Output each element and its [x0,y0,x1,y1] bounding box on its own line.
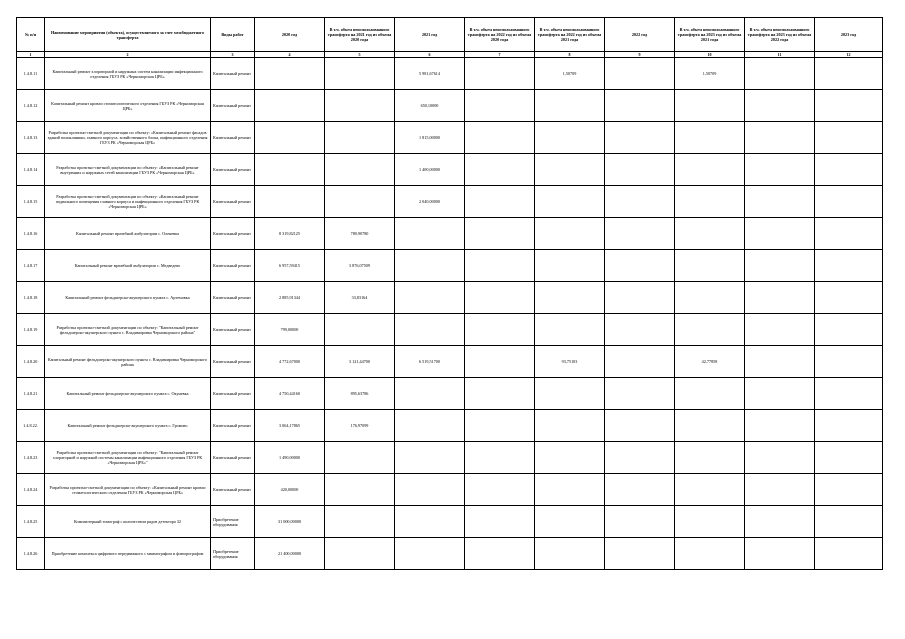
value-2023 [815,58,883,90]
work-type: Приобретение оборудования [211,538,255,570]
row-number: 1.4.8.14 [17,154,45,186]
value-2022 [605,538,675,570]
value-2022 [605,346,675,378]
value-2021: 1 815,00000 [395,122,465,154]
unused-2022-from-2020 [465,186,535,218]
value-2020 [255,122,325,154]
value-2021 [395,378,465,410]
table-row [17,314,883,346]
unused-2022-from-2020 [465,442,535,474]
unused-2022-from-2020 [465,282,535,314]
row-number: 1.4.8.17 [17,250,45,282]
work-type: Капитальный ремонт [211,186,255,218]
value-2022 [605,90,675,122]
unused-2022-from-2021 [535,538,605,570]
work-type: Капитальный ремонт [211,58,255,90]
value-2022 [605,442,675,474]
row-number: 1.4.8.12 [17,90,45,122]
unused-2023-from-2021 [675,90,745,122]
unused-2022-from-2021 [535,186,605,218]
work-type: Капитальный ремонт [211,90,255,122]
value-2022 [605,250,675,282]
work-type: Капитальный ремонт [211,250,255,282]
value-2022 [605,410,675,442]
header-cell: В т.ч. объем неиспользованного трансферта на 2023 год из объема 2021 года [675,18,745,52]
value-2023 [815,346,883,378]
table-row [17,282,883,314]
value-2020: 2 885,91344 [255,282,325,314]
value-2021: 1 400,00000 [395,154,465,186]
unused-2021-from-2020 [325,90,395,122]
measure-name: Разработка проектно-сметной документации по объекту: «Капитальный ремонт подвального помещения главного корпуса и инфекционного отделения ГБУЗ РК «Черноморская ЦРБ» [45,186,211,218]
unused-2023-from-2022 [745,282,815,314]
value-2021 [395,442,465,474]
row-number: 1.4.8.26 [17,538,45,570]
value-2021 [395,474,465,506]
value-2022 [605,506,675,538]
value-2020: 799,00000 [255,314,325,346]
unused-2023-from-2022 [745,218,815,250]
unused-2022-from-2020 [465,410,535,442]
value-2023 [815,314,883,346]
unused-2021-from-2020 [325,538,395,570]
value-2021: 2 040,00000 [395,186,465,218]
unused-2023-from-2022 [745,410,815,442]
value-2022 [605,154,675,186]
measure-name: Капитальный ремонт фельдшерско-акушерского пункта с. Владимировка Черноморского района [45,346,211,378]
header-cell: 2022 год [605,18,675,52]
value-2021 [395,506,465,538]
unused-2022-from-2021: 1,50709 [535,58,605,90]
value-2021 [395,538,465,570]
unused-2022-from-2020 [465,538,535,570]
value-2023 [815,282,883,314]
value-2020: 6 957,59415 [255,250,325,282]
unused-2023-from-2021 [675,122,745,154]
table-row [17,250,883,282]
table-row [17,186,883,218]
measure-name: Капитальный ремонт кровли стоматологического отделения ГБУЗ РК «Черноморская ЦРБ» [45,90,211,122]
unused-2022-from-2020 [465,506,535,538]
value-2020: 21 400,00000 [255,538,325,570]
unused-2022-from-2020 [465,250,535,282]
row-number: 1.4.8.13 [17,122,45,154]
unused-2022-from-2020 [465,474,535,506]
measure-name: Капитальный ремонт фельдшерско-акушерского пункта с. Громово [45,410,211,442]
unused-2022-from-2021 [535,154,605,186]
measure-name: Разработка проектно-сметной документации по объекту: «Капитальный ремонт кровли стоматологического отделения ГБУЗ РК «Черноморская ЦРБ» [45,474,211,506]
header-cell: 2023 год [815,18,883,52]
unused-2021-from-2020: 176,97099 [325,410,395,442]
value-2020: 4 750,44160 [255,378,325,410]
table-row [17,410,883,442]
unused-2022-from-2021: 93,75103 [535,346,605,378]
row-number: 1.4.8.18 [17,282,45,314]
row-number: 1.4.8.24 [17,474,45,506]
header-cell: 2020 год [255,18,325,52]
unused-2022-from-2021 [535,442,605,474]
row-number: 1.4.8.19 [17,314,45,346]
value-2021: 6 519,51700 [395,346,465,378]
unused-2023-from-2022 [745,186,815,218]
unused-2022-from-2020 [465,154,535,186]
unused-2022-from-2021 [535,122,605,154]
value-2023 [815,186,883,218]
unused-2021-from-2020: 3 876,07509 [325,250,395,282]
unused-2021-from-2020 [325,442,395,474]
unused-2023-from-2021 [675,378,745,410]
unused-2023-from-2021 [675,154,745,186]
unused-2021-from-2020 [325,122,395,154]
unused-2023-from-2022 [745,442,815,474]
value-2023 [815,378,883,410]
unused-2023-from-2022 [745,346,815,378]
column-number: 12 [815,52,883,58]
work-type: Капитальный ремонт [211,442,255,474]
unused-2023-from-2021 [675,442,745,474]
row-number: 1.4.8.25 [17,506,45,538]
unused-2023-from-2022 [745,378,815,410]
table-row [17,346,883,378]
unused-2023-from-2021 [675,538,745,570]
table-row [17,474,883,506]
value-2022 [605,218,675,250]
unused-2021-from-2020 [325,506,395,538]
column-number: 4 [255,52,325,58]
unused-2021-from-2020 [325,474,395,506]
table-row [17,154,883,186]
transfer-table [16,17,883,570]
value-2022 [605,122,675,154]
work-type: Капитальный ремонт [211,410,255,442]
value-2022 [605,378,675,410]
value-2022 [605,186,675,218]
value-2022 [605,474,675,506]
measure-name: Разработка проектно-сметной документации по объекту: «Капитальный ремонт фасадов зданий поликлиники, главного корпуса, хозяйственного блока, инфекционного отделения ГБУЗ РК «Черноморская ЦРБ» [45,122,211,154]
unused-2023-from-2021 [675,282,745,314]
column-number: 11 [745,52,815,58]
unused-2022-from-2021 [535,506,605,538]
work-type: Капитальный ремонт [211,378,255,410]
table-row [17,58,883,90]
table-row [17,538,883,570]
header-cell: № п/п [17,18,45,52]
unused-2021-from-2020 [325,186,395,218]
value-2020: 3 064,17865 [255,410,325,442]
work-type: Капитальный ремонт [211,346,255,378]
measure-name: Компьютерный томограф с количеством рядов детектора 32 [45,506,211,538]
column-number: 5 [325,52,395,58]
row-number: 1.4.8.23 [17,442,45,474]
unused-2023-from-2022 [745,250,815,282]
header-cell: В т.ч. объем неиспользованного трансферта на 2022 год из объема 2021 года [535,18,605,52]
value-2023 [815,122,883,154]
value-2021 [395,282,465,314]
value-2023 [815,410,883,442]
unused-2023-from-2021 [675,218,745,250]
value-2020: 1 490,00000 [255,442,325,474]
header-row [17,18,883,52]
unused-2023-from-2021: 42,77858 [675,346,745,378]
row-number: 1.4.8.20 [17,346,45,378]
unused-2021-from-2020: 780,90780 [325,218,395,250]
measure-name: Разработка проектно-сметной документации по объекту: "Капитальный ремонт фельдшерско-акушерского пункта с. Владимировка Черноморского района" [45,314,211,346]
measure-name: Разработка проектно-сметной документации по объекту: «Капитальный ремонт внутренних и наружных сетей канализации ГБУЗ РК «Черноморская ЦРБ» [45,154,211,186]
value-2023 [815,218,883,250]
value-2020 [255,90,325,122]
work-type: Капитальный ремонт [211,154,255,186]
unused-2021-from-2020: 895,63786 [325,378,395,410]
table-row [17,378,883,410]
table-row [17,90,883,122]
value-2023 [815,442,883,474]
table-row [17,442,883,474]
column-number: 1 [17,52,45,58]
work-type: Капитальный ремонт [211,218,255,250]
value-2020 [255,186,325,218]
measure-name: Капитальный ремонт фельдшерско-акушерского пункта с. Артемовка [45,282,211,314]
header-cell: Виды работ [211,18,255,52]
row-number: 1.4.8.16 [17,218,45,250]
measure-name: Приобретение комплекса цифрового передвижного с маммографом и флюорографом [45,538,211,570]
row-number: 1.4.8.15 [17,186,45,218]
unused-2023-from-2022 [745,314,815,346]
unused-2023-from-2022 [745,90,815,122]
table-row [17,122,883,154]
work-type: Капитальный ремонт [211,282,255,314]
unused-2021-from-2020 [325,314,395,346]
unused-2022-from-2021 [535,250,605,282]
value-2021 [395,410,465,442]
unused-2023-from-2022 [745,58,815,90]
column-number: 9 [605,52,675,58]
header-cell: Наименование мероприятия (объекта), осуществляемого за счет межбюджетного трансферта [45,18,211,52]
value-2021 [395,250,465,282]
unused-2022-from-2020 [465,58,535,90]
unused-2023-from-2021 [675,186,745,218]
unused-2023-from-2021: 1,50709 [675,58,745,90]
measure-name: Капитальный ремонт врачебной амбулатории с. Оленевка [45,218,211,250]
unused-2022-from-2021 [535,410,605,442]
unused-2022-from-2020 [465,346,535,378]
measure-name: Капитальный ремонт фельдшерско-акушерского пункта с. Окуневка [45,378,211,410]
unused-2021-from-2020: 33,83164 [325,282,395,314]
unused-2023-from-2021 [675,250,745,282]
unused-2023-from-2022 [745,154,815,186]
unused-2021-from-2020 [325,58,395,90]
unused-2021-from-2020: 3 121,44700 [325,346,395,378]
column-number: 10 [675,52,745,58]
row-number: 1.4.8.22. [17,410,45,442]
unused-2023-from-2021 [675,314,745,346]
header-cell: В т.ч. объем неиспользованного трансферта на 2021 год из объема 2020 года [325,18,395,52]
value-2021: 5 981,67614 [395,58,465,90]
measure-name: Разработка проектно-сметной документации по объекту: "Капитальный ремонт хлораторной и наружной системы канализации инфекционного отделения ГБУЗ РК «Черноморская ЦРБ»" [45,442,211,474]
value-2022 [605,58,675,90]
value-2020: 31 000,00000 [255,506,325,538]
measure-name: Капитальный ремонт врачебной амбулатории с. Медведево [45,250,211,282]
value-2020: 8 319,82125 [255,218,325,250]
work-type: Капитальный ремонт [211,122,255,154]
unused-2023-from-2021 [675,474,745,506]
value-2023 [815,90,883,122]
value-2022 [605,314,675,346]
unused-2022-from-2020 [465,218,535,250]
unused-2023-from-2022 [745,506,815,538]
work-type: Приобретение оборудования [211,506,255,538]
value-2023 [815,250,883,282]
unused-2022-from-2020 [465,122,535,154]
work-type: Капитальный ремонт [211,314,255,346]
unused-2023-from-2022 [745,122,815,154]
unused-2022-from-2020 [465,378,535,410]
column-number: 6 [395,52,465,58]
table-row [17,506,883,538]
unused-2021-from-2020 [325,154,395,186]
unused-2022-from-2021 [535,378,605,410]
value-2023 [815,538,883,570]
value-2021: 650,10000 [395,90,465,122]
work-type: Капитальный ремонт [211,474,255,506]
value-2021 [395,218,465,250]
unused-2023-from-2021 [675,506,745,538]
unused-2022-from-2021 [535,474,605,506]
measure-name: Капитальный ремонт хлораторной и наружных систем канализации инфекционного отделения ГБУЗ РК «Черноморская ЦРБ» [45,58,211,90]
value-2020: 420,00000 [255,474,325,506]
value-2020 [255,58,325,90]
unused-2022-from-2021 [535,90,605,122]
value-2022 [605,282,675,314]
column-number: 2 [45,52,211,58]
column-number: 8 [535,52,605,58]
value-2020: 4 772,67000 [255,346,325,378]
unused-2022-from-2020 [465,314,535,346]
table-body [17,58,883,570]
header-cell: В т.ч. объем неиспользованного трансферта на 2023 год из объема 2022 года [745,18,815,52]
column-number: 7 [465,52,535,58]
unused-2023-from-2021 [675,410,745,442]
value-2023 [815,154,883,186]
unused-2022-from-2021 [535,282,605,314]
value-2021 [395,314,465,346]
value-2023 [815,506,883,538]
table-row [17,218,883,250]
header-cell: 2021 год [395,18,465,52]
value-2023 [815,474,883,506]
unused-2022-from-2021 [535,314,605,346]
row-number: 1.4.8.21 [17,378,45,410]
unused-2023-from-2022 [745,538,815,570]
document-sheet [16,17,882,570]
column-number: 3 [211,52,255,58]
unused-2022-from-2021 [535,218,605,250]
row-number: 1.4.8.11 [17,58,45,90]
unused-2022-from-2020 [465,90,535,122]
unused-2023-from-2022 [745,474,815,506]
value-2020 [255,154,325,186]
header-cell: В т.ч. объем неиспользованного трансферта на 2022 год из объема 2020 года [465,18,535,52]
